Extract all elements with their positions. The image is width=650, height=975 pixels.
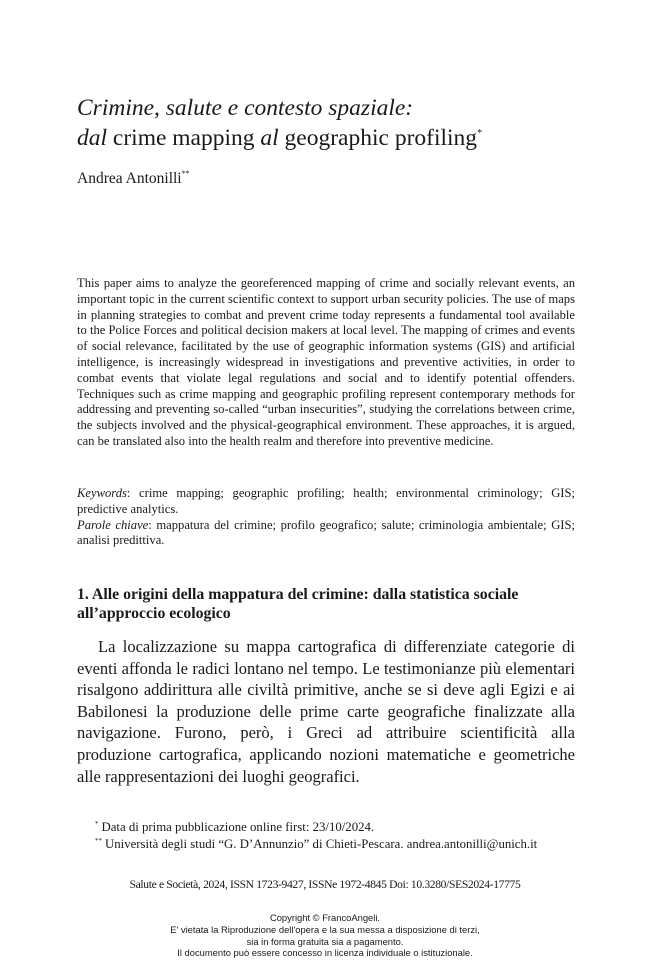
section-heading: 1. Alle origini della mappatura del crimine: dalla statistica sociale all’approccio ecologico xyxy=(77,586,519,622)
article-title-line-1: Crimine, salute e contesto spaziale: xyxy=(77,95,414,121)
copyright-line-4: Il documento può essere concesso in licenza individuale o istituzionale. xyxy=(177,947,473,959)
title-term-geographic-profiling: geographic profiling xyxy=(284,125,478,151)
keywords-it-label: Parole chiave xyxy=(77,517,149,532)
copyright-line-2: E' vietata la Riproduzione dell'opera e la sua messa a disposizione di terzi, xyxy=(170,923,480,935)
author-name-text: Andrea Antonilli xyxy=(77,170,182,187)
copyright-notice xyxy=(0,912,650,959)
footnote-1-text: Data di prima pubblicazione online first: 23/10/2024. xyxy=(101,820,375,834)
keywords-block xyxy=(77,486,575,549)
keywords-en xyxy=(77,486,575,518)
footnote-1 xyxy=(95,820,374,835)
title-word-al: al xyxy=(260,125,279,151)
keywords-it xyxy=(77,518,575,550)
copyright-line-3: sia in forma gratuita sia a pagamento. xyxy=(246,935,404,947)
title-word-dal: dal xyxy=(77,125,108,151)
footnote-2-marker: ** xyxy=(95,837,102,845)
abstract: This paper aims to analyze the georeferenced mapping of crime and socially relevant events, an important topic in the current scientific context to support urban security policies. The use of maps in planning strategies to combat and prevent crime today represents a fundamental tool available to the Police Forces and political decision makers at local level. The mapping of crimes and events of social relevance, facilitated by the use of geographic information systems (GIS) and artificial intelligence, is increasingly widespread in investigations and preventive activities, in order to combat events that violate legal regulations and social and to identify potential offenders. Techniques such as crime mapping and geographic profiling represent contemporary methods for addressing and preventing so-called “urban insecurities”, studying the correlations between crime, the subjects involved and the physical-geographical environment. These approaches, it is argued, can be translated also into the health realm and therefore into preventive medicine. xyxy=(77,276,575,448)
journal-citation: Salute e Società, 2024, ISSN 1723-9427, ISSNe 1972-4845 Doi: 10.3280/SES2024-17775 xyxy=(129,878,521,891)
footnote-2 xyxy=(95,837,537,852)
article-title-line-2 xyxy=(77,124,482,157)
author-name xyxy=(77,170,190,188)
copyright-line-1: Copyright © FrancoAngeli. xyxy=(269,912,381,923)
footnote-1-marker: * xyxy=(95,820,99,828)
title-term-crime-mapping: crime mapping xyxy=(112,125,255,151)
keywords-en-label: Keywords xyxy=(77,486,127,500)
body-paragraph: La localizzazione su mappa cartografica di differenziate categorie di eventi affonda le radici lontano nel tempo. Le testimonianze più elementari risalgono addirittura alle civiltà primitive, anche se si deve agli Egizi e ai Babilonesi la produzione delle prime carte geografiche finalizzate alla navigazione. Furono, però, i Greci ad attribuire scientificità alla produzione cartografica, applicando nozioni matematiche e geometriche alle rappresentazioni dei luoghi geografici. xyxy=(77,637,575,786)
keywords-en-text: : crime mapping; geographic profiling; health; environmental criminology; GIS; predictive analytics. xyxy=(77,486,575,516)
keywords-it-text: : mappatura del crimine; profilo geografico; salute; criminologia ambientale; GIS; analisi predittiva. xyxy=(77,517,575,548)
author-footnote-marker: ** xyxy=(181,169,190,178)
title-footnote-marker: * xyxy=(477,128,483,139)
footnote-2-text: Università degli studi “G. D’Annunzio” di Chieti-Pescara. andrea.antonilli@unich.it xyxy=(105,837,538,851)
